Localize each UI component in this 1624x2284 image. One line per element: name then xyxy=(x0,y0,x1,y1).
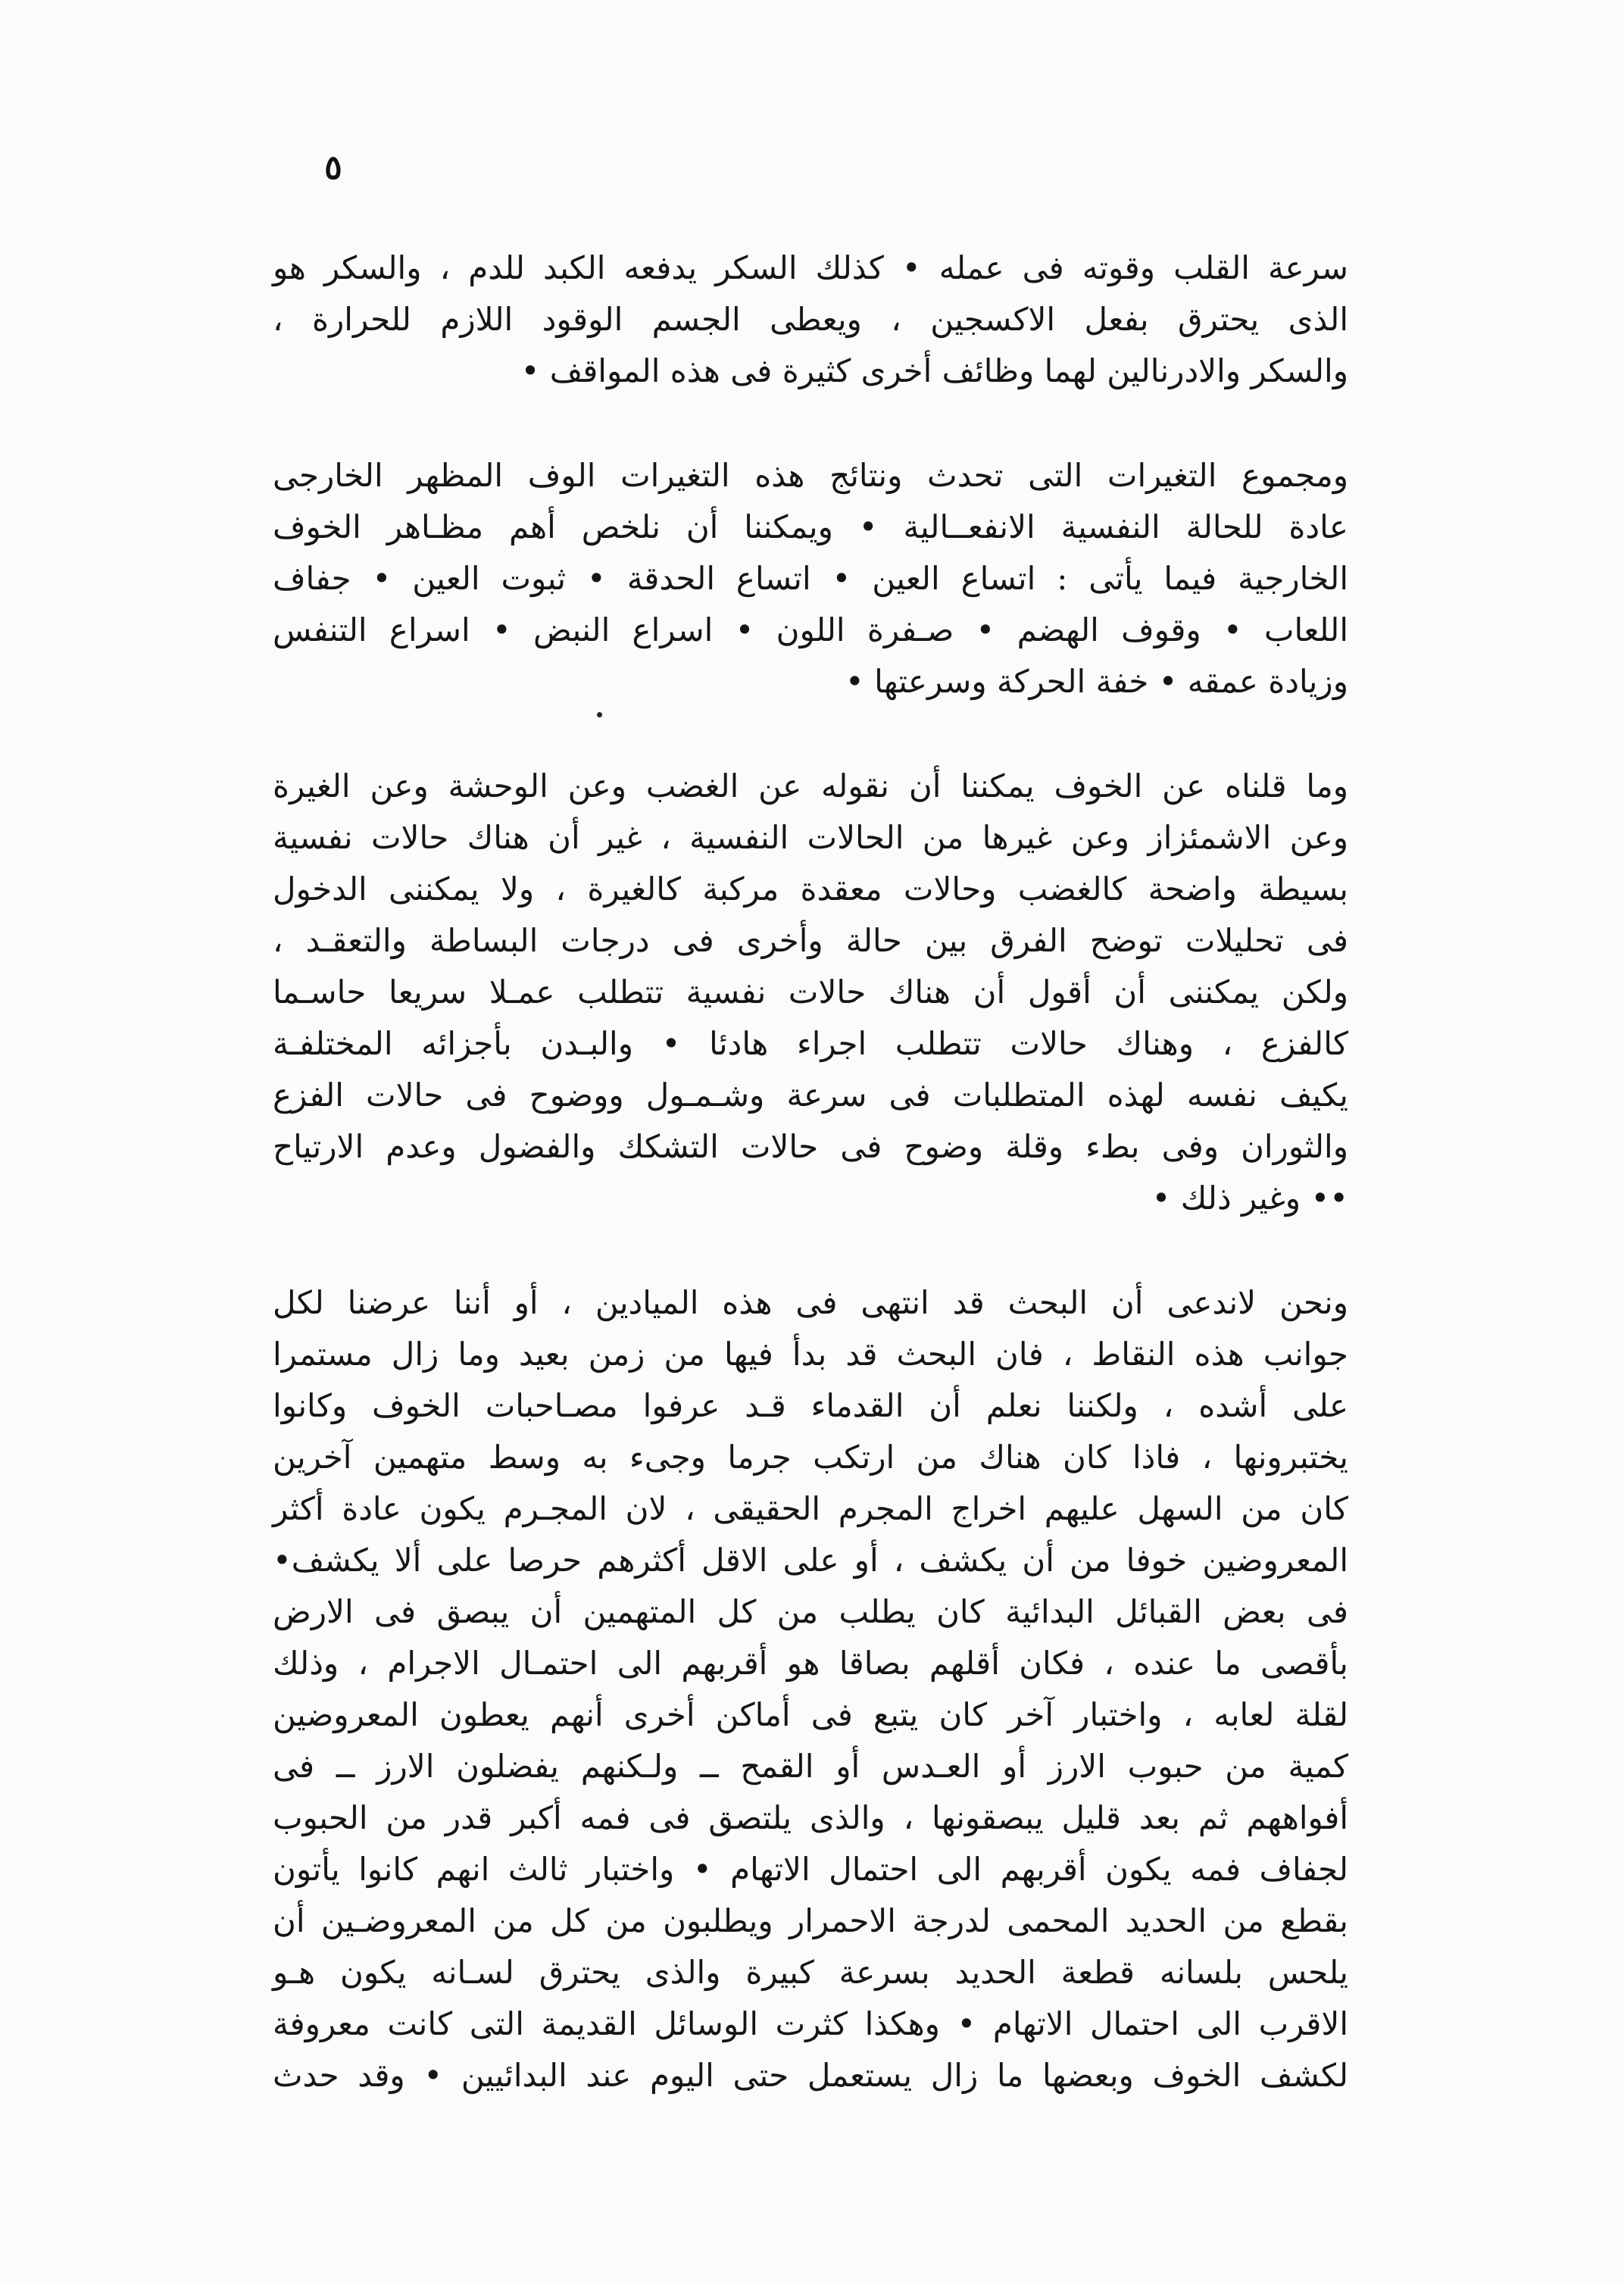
text-line: بسيطة واضحة كالغضب وحالات معقدة مركبة كالغيرة ، ولا يمكننى الدخول xyxy=(273,870,1348,908)
text-line: المعروضين خوفا من أن يكشف ، أو على الاقل أكثرهم حرصا على ألا يكشف• xyxy=(273,1542,1348,1579)
body-text xyxy=(273,242,1348,2154)
text-line: لجفاف فمه يكون أقربهم الى احتمال الاتهام • واختبار ثالث انهم كانوا يأتون xyxy=(273,1851,1348,1888)
text-line: الاقرب الى احتمال الاتهام • وهكذا كثرت الوسائل القديمة التى كانت معروفة xyxy=(273,2005,1348,2042)
text-line: عادة للحالة النفسية الانفعــالية • ويمكننا أن نلخص أهم مظـاهر الخوف xyxy=(273,508,1348,545)
text-line: فى بعض القبائل البدائية كان يطلب من كل المتهمين أن يبصق فى الارض xyxy=(273,1593,1348,1630)
text-line: وما قلناه عن الخوف يمكننا أن نقوله عن الغضب وعن الوحشة وعن الغيرة xyxy=(273,767,1348,805)
text-line: وعن الاشمئزاز وعن غيرها من الحالات النفسية ، غير أن هناك حالات نفسية xyxy=(273,819,1348,856)
text-line: كالفزع ، وهناك حالات تتطلب اجراء هادئا • والبـدن بأجزائه المختلفـة xyxy=(273,1025,1348,1062)
text-line: كمية من حبوب الارز أو العـدس أو القمح ــ ولـكنهم يفضلون الارز ــ فى xyxy=(273,1748,1348,1785)
text-line: وزيادة عمقه • خفة الحركة وسرعتها • xyxy=(845,663,1348,700)
text-line: جوانب هذه النقاط ، فان البحث قد بدأ فيها من زمن بعيد وما زال مستمرا xyxy=(273,1336,1348,1373)
text-line: فى تحليلات توضح الفرق بين حالة وأخرى فى درجات البساطة والتعقـد ، xyxy=(273,922,1348,959)
text-line: سرعة القلب وقوته فى عمله • كذلك السكر يدفعه الكبد للدم ، والسكر هو xyxy=(273,249,1348,286)
paragraph-2 xyxy=(273,450,1348,708)
text-line: ولكن يمكننى أن أقول أن هناك حالات نفسية تتطلب عمـلا سريعا حاسـما xyxy=(273,973,1348,1011)
paragraph-3 xyxy=(273,761,1348,1224)
paragraph-1 xyxy=(273,242,1348,397)
text-line: بقطع من الحديد المحمى لدرجة الاحمرار ويطلبون من كل من المعروضـين أن xyxy=(273,1902,1348,1939)
text-line: يكيف نفسه لهذه المتطلبات فى سرعة وشـمـول ووضوح فى حالات الفزع xyxy=(273,1076,1348,1114)
paragraph-4 xyxy=(273,1277,1348,2101)
text-line: ونحن لاندعى أن البحث قد انتهى فى هذه الميادين ، أو أننا عرضنا لكل xyxy=(273,1284,1348,1321)
text-line: لقلة لعابه ، واختبار آخر كان يتبع فى أماكن أخرى أنهم يعطون المعروضين xyxy=(273,1696,1348,1733)
text-line: ومجموع التغيرات التى تحدث ونتائج هذه التغيرات الوف المظهر الخارجى xyxy=(273,457,1348,494)
page-number: ٥ xyxy=(324,148,342,187)
text-line: أفواههم ثم بعد قليل يبصقونها ، والذى يلتصق فى فمه أكبر قدر من الحبوب xyxy=(273,1799,1348,1836)
text-line: •• وغير ذلك • xyxy=(1151,1179,1348,1217)
text-line: والسكر والادرنالين لهما وظائف أخرى كثيرة فى هذه المواقف • xyxy=(520,352,1348,389)
text-line: والثوران وفى بطء وقلة وضوح فى حالات التشكك والفضول وعدم الارتياح xyxy=(273,1128,1348,1165)
text-line: اللعاب • وقوف الهضم • صـفرة اللون • اسراع النبض • اسراع التنفس xyxy=(273,611,1348,648)
text-line: لكشف الخوف وبعضها ما زال يستعمل حتى اليوم عند البدائيين • وقد حدث xyxy=(273,2057,1348,2094)
text-line: على أشده ، ولكننا نعلم أن القدماء قـد عرفوا مصـاحبات الخوف وكانوا xyxy=(273,1387,1348,1424)
text-line: الخارجية فيما يأتى : اتساع العين • اتساع الحدقة • ثبوت العين • جفاف xyxy=(273,560,1348,597)
text-line: يختبرونها ، فاذا كان هناك من ارتكب جرما وجىء به وسط متهمين آخرين xyxy=(273,1439,1348,1476)
text-line: كان من السهل عليهم اخراج المجرم الحقيقى ، لان المجـرم يكون عادة أكثر xyxy=(273,1490,1348,1527)
text-line: يلحس بلسانه قطعة الحديد بسرعة كبيرة والذى يحترق لسـانه يكون هـو xyxy=(273,1954,1348,1991)
text-line: بأقصى ما عنده ، فكان أقلهم بصاقا هو أقربهم الى احتمـال الاجرام ، وذلك xyxy=(273,1645,1348,1682)
text-line: الذى يحترق بفعل الاكسجين ، ويعطى الجسم الوقود اللازم للحرارة ، xyxy=(273,301,1348,338)
